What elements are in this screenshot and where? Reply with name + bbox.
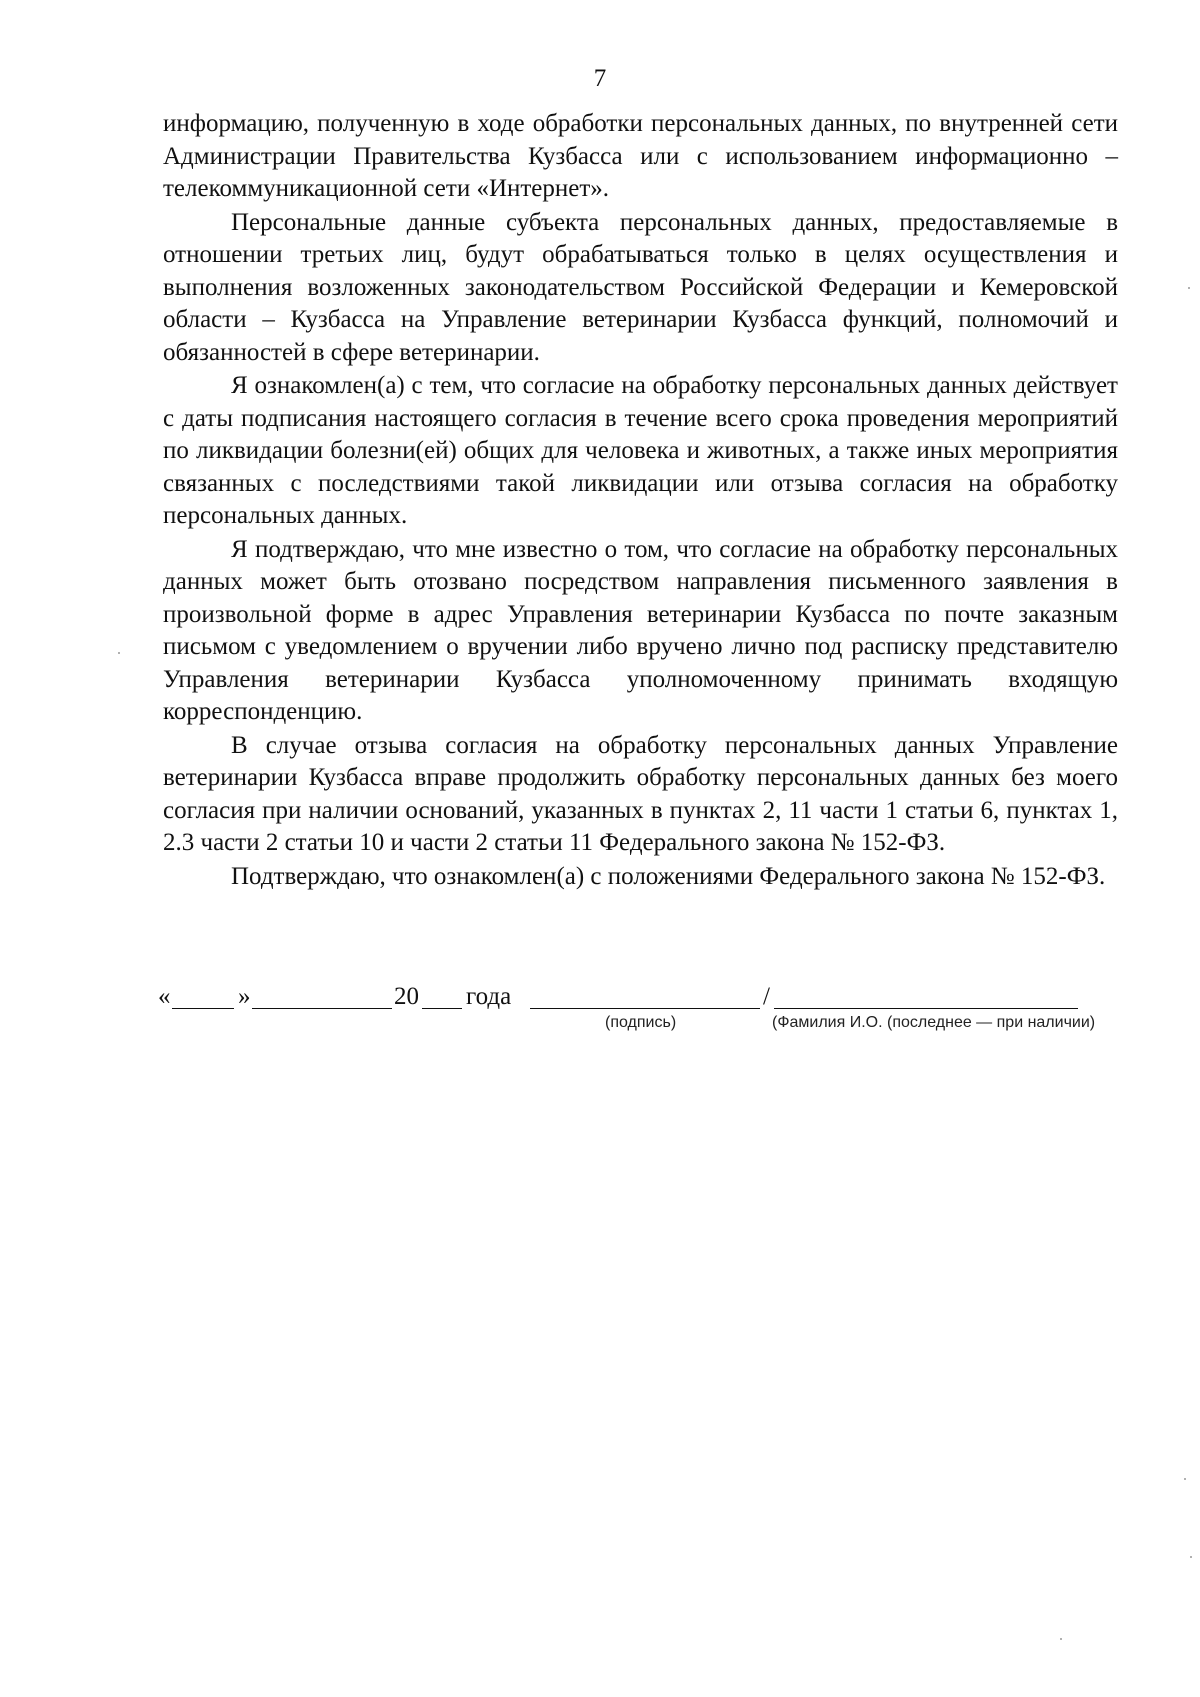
- year-prefix: 20: [394, 983, 419, 1010]
- paragraph-third-parties: Персональные данные субъекта персональных данных, предоставляемые в отношении третьих лиц, будут обрабатываться только в целях осуществления и выполнения возложенных законодательством Российской Федерации и Кемеровской области – Кузбасса на Управление ветеринарии Кузбасса функций, полномочий и обязанностей в сфере ветеринарии.: [163, 208, 1118, 366]
- signature-caption: (подпись): [605, 1014, 677, 1031]
- paragraph-consent-withdrawal: Я подтверждаю, что мне известно о том, что согласие на обработку персональных данных может быть отозвано посредством направления письменного заявления в произвольной форме в адрес Управления ветеринарии Кузбасса по почте заказным письмом с уведомлением о вручении либо вручено лично под расписку представителю Управления ветеринарии Кузбасса уполномоченному принимать входящую корреспонденцию.: [163, 535, 1118, 725]
- year-blank[interactable]: [422, 1008, 462, 1009]
- paragraph-processing-after-withdrawal: В случае отзыва согласия на обработку персональных данных Управление ветеринарии Кузбасса вправе продолжить обработку персональных данных без моего согласия при наличии оснований, указанных в пунктах 2, 11 части 1 статьи 6, пунктах 1, 2.3 части 2 статьи 10 и части 2 статьи 11 Федерального закона № 152-ФЗ.: [163, 731, 1118, 856]
- paragraph-law-acknowledgement: Подтверждаю, что ознакомлен(а) с положениями Федерального закона № 152-ФЗ.: [231, 862, 1106, 890]
- paragraph-continuation: информацию, полученную в ходе обработки персональных данных, по внутренней сети Администрации Правительства Кузбасса или с использованием информационно – телекоммуникационной сети «Интернет».: [163, 110, 1118, 202]
- scan-speck: [1184, 1478, 1186, 1480]
- signature-line: [158, 982, 1118, 1016]
- day-blank[interactable]: [172, 1008, 234, 1009]
- full-name-blank[interactable]: [774, 1008, 1078, 1009]
- page-number: 7: [593, 65, 607, 92]
- scan-speck: [1188, 287, 1190, 289]
- signature-blank[interactable]: [530, 1008, 760, 1009]
- scan-speck: [1060, 1638, 1062, 1640]
- scan-speck: [1190, 1556, 1192, 1558]
- paragraph-consent-duration: Я ознакомлен(а) с тем, что согласие на обработку персональных данных действует с даты подписания настоящего согласия в течение всего срока проведения мероприятий по ликвидации болезни(ей) общих для человека и животных, а также иных мероприятия связанных с последствиями такой ликвидации или отзыва согласия на обработку персональных данных.: [163, 372, 1118, 529]
- full-name-caption: (Фамилия И.О. (последнее — при наличии): [772, 1014, 1096, 1031]
- month-blank[interactable]: [252, 1008, 392, 1009]
- date-open-quote: «: [158, 983, 171, 1010]
- year-word: года: [466, 983, 512, 1010]
- document-body: [163, 108, 1118, 894]
- scan-speck: [118, 652, 120, 654]
- signature-separator: /: [763, 983, 770, 1010]
- date-close-quote: »: [238, 983, 251, 1010]
